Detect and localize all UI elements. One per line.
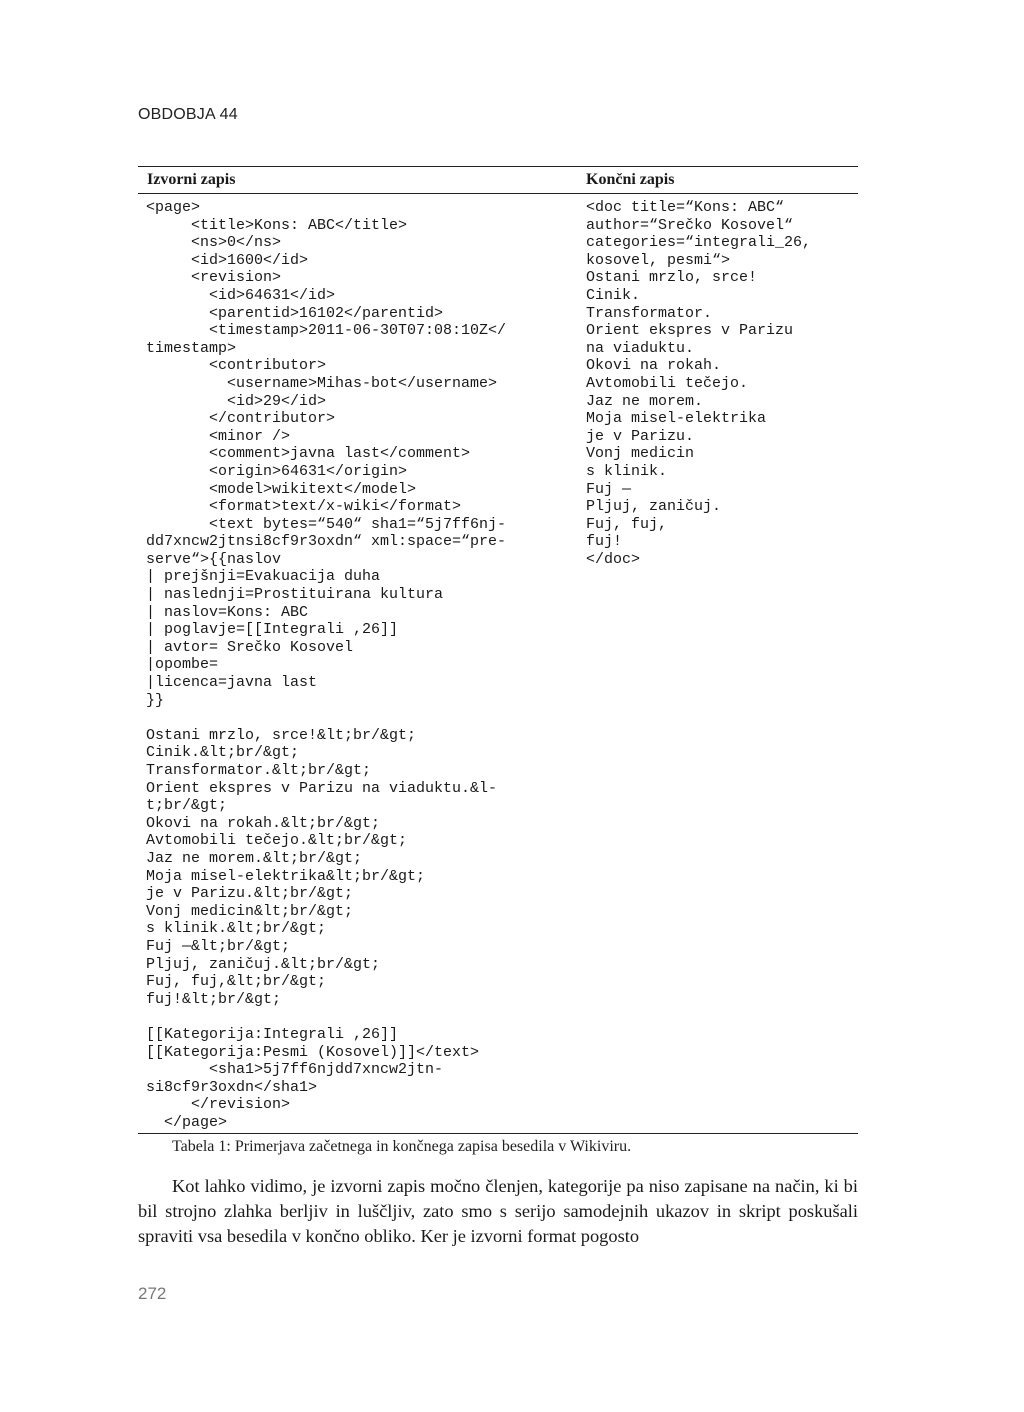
- source-code-line: | poglavje=[[Integrali ,26]]: [146, 621, 399, 639]
- final-code-line: Vonj medicin: [586, 445, 695, 463]
- source-code-line: <title>Kons: ABC</title>: [146, 216, 408, 234]
- source-code-line: <contributor>: [146, 357, 327, 375]
- source-code-line: Orient ekspres v Parizu na viaduktu.&l-: [146, 779, 498, 797]
- source-code-line: Transformator.&lt;br/&gt;: [146, 762, 372, 779]
- body-paragraph: Kot lahko vidimo, je izvorni zapis močno členjen, kategorije pa niso zapisane na način, ki bi bil strojno zlahka berljiv in luščljiv, zato smo s serijo samodejnih ukazov in skript poskušali spraviti vsa besedila v končno obliko. Ker je izvorni format pogosto: [138, 1176, 858, 1246]
- source-code-line: dd7xncw2jtnsi8cf9r3oxdn“ xml:space=“pre-: [146, 533, 507, 551]
- final-code-line: na viaduktu.: [586, 339, 695, 357]
- column-header-source: Izvorni zapis: [147, 171, 236, 188]
- source-code-line: t;br/&gt;: [146, 797, 228, 815]
- source-code-line: Vonj medicin&lt;br/&gt;: [146, 902, 354, 920]
- source-code-line: Fuj —&lt;br/&gt;: [146, 937, 291, 955]
- final-code-line: Fuj, fuj,: [586, 515, 668, 533]
- source-code-line: <format>text/x-wiki</format>: [146, 498, 462, 516]
- source-code-line: Fuj, fuj,&lt;br/&gt;: [146, 973, 327, 991]
- source-code-line: </contributor>: [146, 410, 336, 428]
- source-code-line: <timestamp>2011-06-30T07:08:10Z</: [146, 322, 507, 340]
- source-code-line: </revision>: [146, 1096, 291, 1114]
- final-code-line: Okovi na rokah.: [586, 357, 722, 375]
- source-code-line: <text bytes=“540“ sha1=“5j7ff6nj-: [146, 515, 507, 533]
- source-code-block: [146, 199, 506, 1131]
- source-code-line: <username>Mihas-bot</username>: [146, 374, 498, 392]
- final-code-line: Moja misel-elektrika: [586, 410, 767, 428]
- source-code-line: <id>64631</id>: [146, 286, 336, 304]
- final-code-line: je v Parizu.: [586, 427, 695, 445]
- source-code-line: |licenca=javna last: [146, 674, 318, 692]
- final-code-line: s klinik.: [586, 462, 668, 480]
- final-code-line: author=“Srečko Kosovel“: [586, 216, 794, 234]
- source-code-line: | prejšnji=Evakuacija duha: [146, 568, 381, 586]
- page-number: 272: [138, 1284, 167, 1303]
- source-code-line: s klinik.&lt;br/&gt;: [146, 920, 327, 938]
- source-code-line: <sha1>5j7ff6njdd7xncw2jtn-: [146, 1061, 444, 1079]
- final-code-line: Jaz ne morem.: [586, 392, 704, 410]
- final-code-line: Fuj —: [586, 480, 632, 498]
- source-code-line: </page>: [146, 1113, 228, 1131]
- source-code-line: timestamp>: [146, 339, 237, 357]
- table-top-rule: [138, 166, 858, 167]
- source-code-line: <comment>javna last</comment>: [146, 445, 471, 463]
- final-code-line: Ostani mrzlo, srce!: [586, 269, 758, 287]
- source-code-line: fuj!&lt;br/&gt;: [146, 990, 282, 1008]
- source-code-line: je v Parizu.&lt;br/&gt;: [146, 885, 354, 903]
- source-code-line: Okovi na rokah.&lt;br/&gt;: [146, 814, 381, 832]
- source-code-line: [[Kategorija:Integrali ,26]]: [146, 1025, 399, 1043]
- running-head: OBDOBJA 44: [138, 106, 238, 123]
- source-code-line: <ns>0</ns>: [146, 234, 282, 252]
- final-code-line: Orient ekspres v Parizu: [586, 322, 794, 340]
- final-code-line: Pljuj, zaničuj.: [586, 498, 722, 516]
- final-code-line: kosovel, pesmi“>: [586, 251, 731, 269]
- source-code-line: Cinik.&lt;br/&gt;: [146, 744, 300, 762]
- final-code-line: fuj!: [586, 533, 623, 551]
- source-code-line: <minor />: [146, 427, 291, 445]
- source-code-line: Ostani mrzlo, srce!&lt;br/&gt;: [146, 726, 417, 744]
- final-code-line: Transformator.: [586, 304, 713, 322]
- source-code-line: Pljuj, zaničuj.&lt;br/&gt;: [146, 955, 381, 973]
- final-code-line: Cinik.: [586, 286, 641, 304]
- source-code-line: <parentid>16102</parentid>: [146, 304, 444, 322]
- source-code-line: <id>29</id>: [146, 392, 327, 410]
- final-code-line: </doc>: [586, 550, 641, 568]
- source-code-line: <revision>: [146, 269, 282, 287]
- table-bottom-rule: [138, 1133, 858, 1134]
- column-header-final: Končni zapis: [586, 171, 675, 188]
- final-code-block: [586, 199, 811, 568]
- source-code-line: <model>wikitext</model>: [146, 480, 417, 498]
- source-code-line: <page>: [146, 199, 201, 216]
- source-code-line: Jaz ne morem.&lt;br/&gt;: [146, 849, 363, 867]
- table-caption: Tabela 1: Primerjava začetnega in končnega zapisa besedila v Wikiviru.: [172, 1138, 632, 1155]
- table-header-rule: [138, 193, 858, 194]
- source-code-line: serve“>{{naslov: [146, 550, 282, 568]
- source-code-line: |opombe=: [146, 656, 219, 674]
- source-code-line: | naslednji=Prostituirana kultura: [146, 586, 444, 604]
- source-code-line: [[Kategorija:Pesmi (Kosovel)]]</text>: [146, 1043, 480, 1061]
- source-code-line: <origin>64631</origin>: [146, 462, 408, 480]
- source-code-line: si8cf9r3oxdn</sha1>: [146, 1078, 318, 1096]
- source-code-line: <id>1600</id>: [146, 251, 309, 269]
- source-code-line: Avtomobili tečejo.&lt;br/&gt;: [146, 832, 408, 850]
- final-code-line: <doc title=“Kons: ABC“: [586, 199, 785, 216]
- source-code-line: }}: [146, 691, 165, 709]
- source-code-line: Moja misel-elektrika&lt;br/&gt;: [146, 867, 426, 885]
- source-code-line: | naslov=Kons: ABC: [146, 603, 309, 621]
- source-code-line: | avtor= Srečko Kosovel: [146, 638, 354, 656]
- final-code-line: categories=“integrali_26,: [586, 234, 812, 252]
- final-code-line: Avtomobili tečejo.: [586, 374, 749, 392]
